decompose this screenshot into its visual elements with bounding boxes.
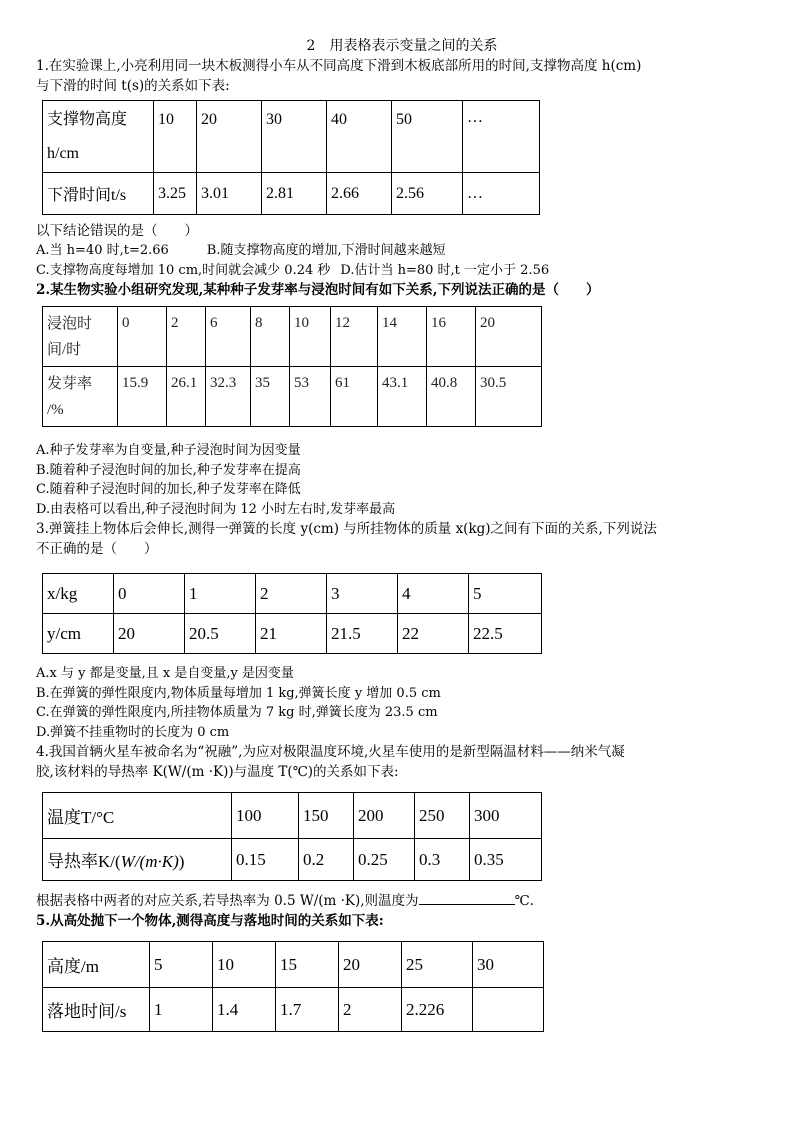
- table-cell: 20: [476, 307, 542, 367]
- table-cell: 21.5: [327, 614, 398, 654]
- question-4-fill: [36, 889, 758, 911]
- question-1-stem-line1: 1.在实验课上,小亮利用同一块木板测得小车从不同高度下滑到木板底部所用的时间,支撑物高度 h(cm): [36, 58, 642, 74]
- row-label: 支撑物高度: [47, 110, 128, 128]
- table-cell: 0: [118, 307, 167, 367]
- table-row: [43, 367, 542, 427]
- table-cell: [43, 367, 118, 427]
- table-cell: 14: [378, 307, 427, 367]
- table-cell: 2.56: [392, 173, 463, 215]
- row-label-unit: h/cm: [47, 144, 79, 162]
- question-1-options-cd: [36, 261, 758, 281]
- table-cell: 40: [327, 101, 392, 173]
- question-1-prompt: 以下结论错误的是（ ）: [36, 223, 198, 239]
- table-cell: 1: [185, 574, 256, 614]
- table-cell: 43.1: [378, 367, 427, 427]
- question-2-table: [42, 306, 542, 427]
- table-cell: 15: [276, 942, 339, 988]
- table-cell: 30.5: [476, 367, 542, 427]
- table-cell: 0: [114, 574, 185, 614]
- row-label: 下滑时间t/s: [43, 173, 154, 215]
- table-cell: 2.226: [402, 988, 473, 1032]
- row-label: 落地时间/s: [43, 988, 150, 1032]
- question-2-option-d: D.由表格可以看出,种子浸泡时间为 12 小时左右时,发芽率最高: [36, 501, 396, 517]
- table-cell: 5: [469, 574, 542, 614]
- table-cell: 300: [470, 793, 542, 839]
- table-cell: 50: [392, 101, 463, 173]
- table-cell: 0.2: [299, 839, 354, 881]
- table-cell: 40.8: [427, 367, 476, 427]
- table-cell: 8: [251, 307, 290, 367]
- table-cell: [43, 307, 118, 367]
- table-cell: 22.5: [469, 614, 542, 654]
- worksheet-page: [36, 36, 758, 1032]
- row-label-unit: /%: [47, 401, 64, 418]
- table-row: [43, 839, 542, 881]
- table-cell: 3.25: [154, 173, 197, 215]
- table-row: [43, 574, 542, 614]
- row-label-part: ): [178, 852, 185, 871]
- table-row: [43, 173, 540, 215]
- fill-prefix: 根据表格中两者的对应关系,若导热率为 0.5 W/(m ·K),则温度为: [36, 893, 419, 909]
- table-cell: 16: [427, 307, 476, 367]
- table-cell: 4: [398, 574, 469, 614]
- table-row: [43, 614, 542, 654]
- table-cell: 20: [197, 101, 262, 173]
- question-2-option-c: C.随着种子浸泡时间的加长,种子发芽率在降低: [36, 482, 301, 497]
- question-3-option-b: B.在弹簧的弹性限度内,物体质量每增加 1 kg,弹簧长度 y 增加 0.5 cm: [36, 685, 441, 701]
- table-cell: 3.01: [197, 173, 262, 215]
- question-2-option-a: A.种子发芽率为自变量,种子浸泡时间为因变量: [36, 443, 301, 458]
- question-3-option-c: C.在弹簧的弹性限度内,所挂物体质量为 7 kg 时,弹簧长度为 23.5 cm: [36, 705, 438, 720]
- row-label-part: 导热率K/(: [47, 852, 121, 871]
- table-cell: 61: [331, 367, 378, 427]
- table-cell: 15.9: [118, 367, 167, 427]
- option-c: C.支撑物高度每增加 10 cm,时间就会减少 0.24 秒: [36, 262, 331, 278]
- question-2: [36, 280, 758, 519]
- row-label: y/cm: [43, 614, 114, 654]
- page-title: 2 用表格表示变量之间的关系: [306, 38, 498, 54]
- table-cell: 53: [290, 367, 331, 427]
- table-cell: 20: [339, 942, 402, 988]
- answer-blank[interactable]: [419, 889, 515, 905]
- question-4-table: [42, 792, 542, 881]
- question-4-stem-line1: 4.我国首辆火星车被命名为“祝融”,为应对极限温度环境,火星车使用的是新型隔温材料——纳米气凝: [36, 744, 625, 760]
- table-cell: 3: [327, 574, 398, 614]
- row-label: 温度T/°C: [43, 793, 232, 839]
- table-cell: 250: [415, 793, 470, 839]
- table-cell: 1: [150, 988, 213, 1032]
- question-2-stem: 2.某生物实验小组研究发现,某种种子发芽率与浸泡时间有如下关系,下列说法正确的是（ ）: [36, 282, 600, 298]
- question-5-table: [42, 941, 544, 1032]
- table-cell: 1.7: [276, 988, 339, 1032]
- table-cell: 32.3: [206, 367, 251, 427]
- table-cell: 10: [213, 942, 276, 988]
- question-3-option-a: A.x 与 y 都是变量,且 x 是自变量,y 是因变量: [36, 666, 294, 681]
- row-label-unit: 间/时: [47, 341, 82, 358]
- table-cell: 21: [256, 614, 327, 654]
- table-cell: 12: [331, 307, 378, 367]
- table-cell: …: [463, 173, 540, 215]
- table-row: [43, 942, 544, 988]
- fill-suffix: ℃.: [514, 893, 534, 909]
- option-b: B.随支撑物高度的增加,下滑时间越来越短: [206, 243, 446, 258]
- table-cell: 0.15: [232, 839, 299, 881]
- table-row: [43, 793, 542, 839]
- table-cell: 20.5: [185, 614, 256, 654]
- question-3-option-d: D.弹簧不挂重物时的长度为 0 cm: [36, 724, 230, 740]
- table-cell: 2.66: [327, 173, 392, 215]
- table-cell: 150: [299, 793, 354, 839]
- table-cell: 22: [398, 614, 469, 654]
- row-label-unit: W/(m·K): [120, 852, 179, 871]
- question-1-stem-line2: 与下滑的时间 t(s)的关系如下表:: [36, 78, 230, 94]
- question-4: [36, 742, 758, 911]
- question-1-table: [42, 100, 540, 215]
- question-1-options-ab: [36, 241, 758, 261]
- table-cell: 30: [262, 101, 327, 173]
- table-cell: 26.1: [167, 367, 206, 427]
- question-2-option-b: B.随着种子浸泡时间的加长,种子发芽率在提高: [36, 462, 301, 478]
- row-label: 高度/m: [43, 942, 150, 988]
- table-cell: 6: [206, 307, 251, 367]
- table-cell: 2: [256, 574, 327, 614]
- question-3-stem-line2: 不正确的是（ ）: [36, 541, 158, 557]
- question-3-stem-line1: 3.弹簧挂上物体后会伸长,测得一弹簧的长度 y(cm) 与所挂物体的质量 x(kg)之间有下面的关系,下列说法: [36, 521, 657, 537]
- row-label: x/kg: [43, 574, 114, 614]
- option-a: A.当 h=40 时,t=2.66: [36, 243, 169, 258]
- table-row: [43, 307, 542, 367]
- table-cell: 10: [154, 101, 197, 173]
- table-cell: …: [463, 101, 540, 173]
- table-cell: 1.4: [213, 988, 276, 1032]
- table-cell: 2.81: [262, 173, 327, 215]
- table-cell: 2: [167, 307, 206, 367]
- table-row: [43, 988, 544, 1032]
- row-label: 发芽率: [47, 375, 93, 392]
- table-cell: 35: [251, 367, 290, 427]
- option-d: D.估计当 h=80 时,t 一定小于 2.56: [340, 262, 550, 278]
- question-1: [36, 56, 758, 280]
- table-cell: 0.3: [415, 839, 470, 881]
- table-cell: 10: [290, 307, 331, 367]
- table-cell: 30: [473, 942, 544, 988]
- table-cell: 5: [150, 942, 213, 988]
- row-label: 浸泡时: [47, 315, 93, 332]
- question-5-stem: 5.从高处抛下一个物体,测得高度与落地时间的关系如下表:: [36, 913, 384, 929]
- table-cell: 25: [402, 942, 473, 988]
- question-3: [36, 519, 758, 742]
- row-label: [43, 839, 232, 881]
- table-cell: 0.35: [470, 839, 542, 881]
- question-5: [36, 911, 758, 1032]
- question-3-table: [42, 573, 542, 654]
- table-cell: [43, 101, 154, 173]
- table-row: [43, 101, 540, 173]
- table-cell: 100: [232, 793, 299, 839]
- table-cell: [473, 988, 544, 1032]
- question-4-stem-line2: 胶,该材料的导热率 K(W/(m ·K))与温度 T(℃)的关系如下表:: [36, 764, 399, 780]
- table-cell: 20: [114, 614, 185, 654]
- table-cell: 0.25: [354, 839, 415, 881]
- table-cell: 2: [339, 988, 402, 1032]
- table-cell: 200: [354, 793, 415, 839]
